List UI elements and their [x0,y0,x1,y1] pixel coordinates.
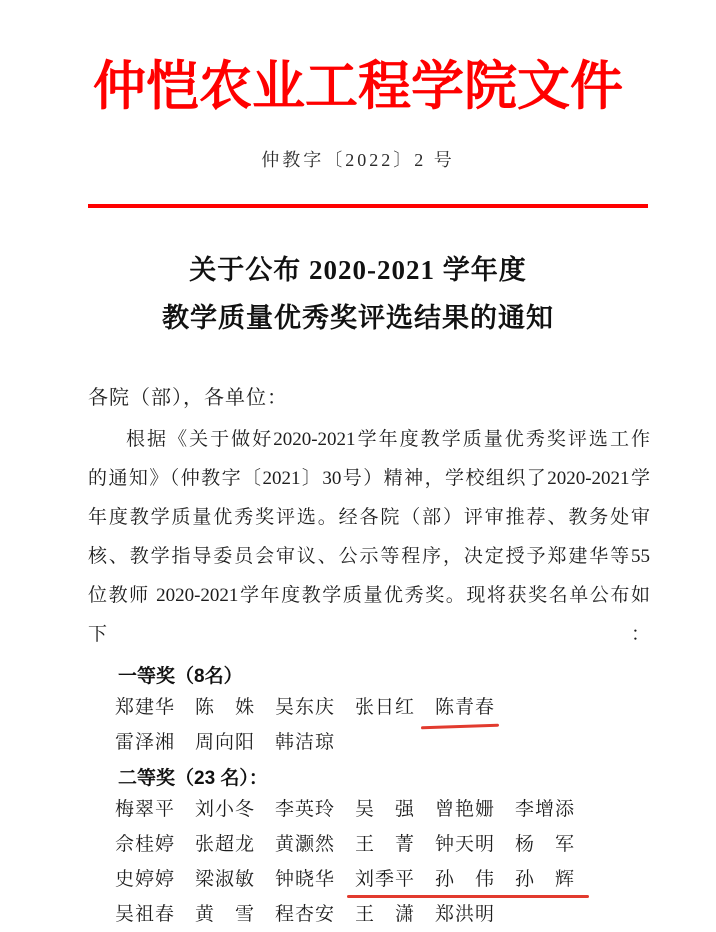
first-prize-heading: 一等奖（8名） [118,666,243,687]
notice-title-line2: 教学质量优秀奖评选结果的通知 [162,303,554,333]
body-line: 根据《关于做好2020-2021学年度教学质量优秀奖评选工作 [126,429,650,450]
body-line: 位教师 2020-2021学年度教学质量优秀奖。现将获奖名单公布如下： [88,585,650,645]
second-prize-row [115,792,716,827]
underlined-names: 陈青春 [435,690,495,725]
body-line: 的通知》（仲教字〔2021〕30号）精神，学校组织了2020-2021学 [88,468,650,489]
second-prize-heading: 二等奖（23 名）： [118,768,268,789]
notice-title [0,246,716,342]
first-prize-row [115,690,716,725]
red-separator-rule [88,204,648,208]
names: 郑建华 陈 姝 吴东庆 张日红 [115,697,436,718]
second-prize-row [115,827,716,862]
names: 史婷婷 梁淑敏 钟晓华 [115,869,356,890]
second-prize-row [115,897,716,932]
second-prize-row [115,862,716,897]
body-paragraph [88,420,650,654]
letterhead-title: 仲恺农业工程学院文件 [93,57,623,116]
salutation: 各院（部），各单位： [88,387,288,409]
document-number: 仲教字〔2022〕2 号 [261,150,455,170]
body-line: 年度教学质量优秀奖评选。经各院（部）评审推荐、教务处审 [88,507,650,528]
first-prize-row [115,725,716,760]
underlined-names: 刘季平 孙 伟 孙 辉 [355,862,575,897]
names: 吴祖春 黄 雪 程杏安 王 潇 郑洪明 [115,904,496,925]
body-line: 核、教学指导委员会审议、公示等程序，决定授予郑建华等55 [88,546,650,567]
notice-title-line1: 关于公布 2020-2021 学年度 [189,255,527,285]
names: 梅翠平 刘小冬 李英玲 吴 强 曾艳姗 李增添 [115,799,576,820]
names: 雷泽湘 周向阳 韩洁琼 [115,732,336,753]
names: 佘桂婷 张超龙 黄灏然 王 菁 钟天明 杨 军 [115,834,576,855]
